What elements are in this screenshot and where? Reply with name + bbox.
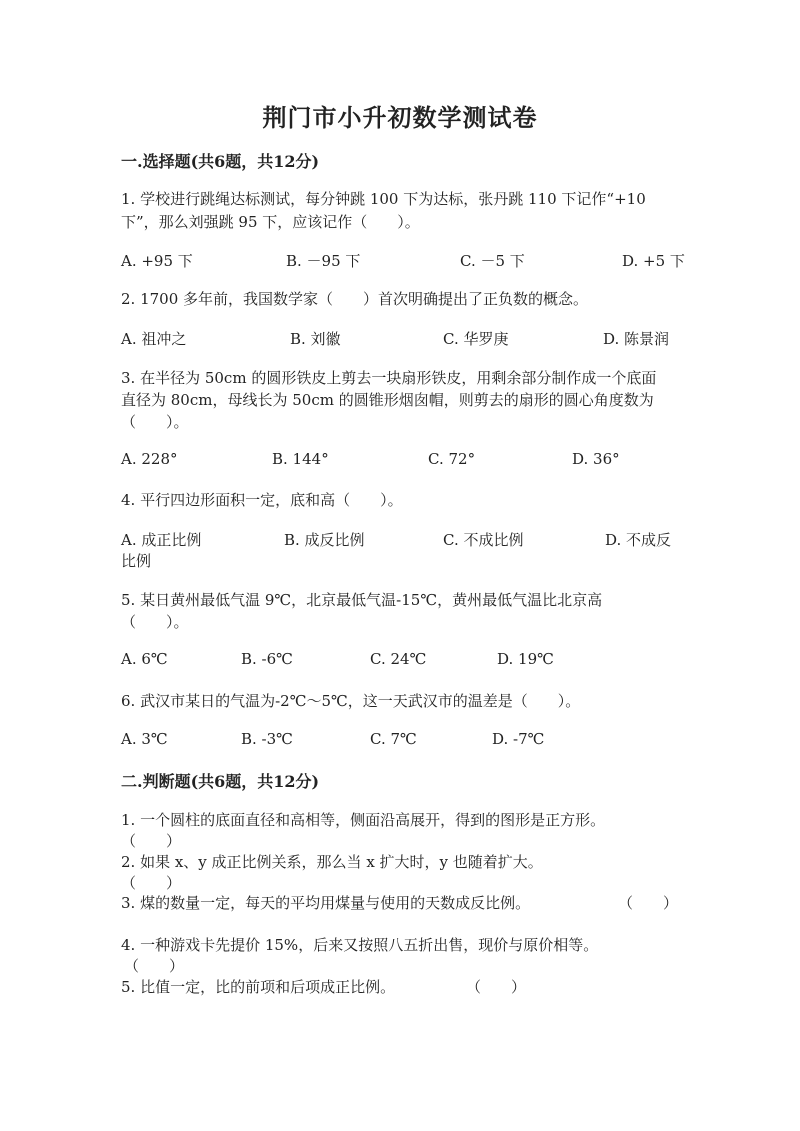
section-heading-choice: 一.选择题(共6题，共12分) [121,152,320,171]
judge-1-bracket: （ ） [121,832,182,850]
q5-option-a: A. 6℃ [121,650,168,668]
q4-option-c: C. 不成比例 [443,531,524,549]
q5-option-b: B. -6℃ [241,650,293,668]
q6-option-c: C. 7℃ [370,730,417,748]
question-4-line1: 4. 平行四边形面积一定，底和高（ ）。 [121,491,403,509]
q6-option-a: A. 3℃ [121,730,168,748]
question-3-line3: （ ）。 [121,413,189,431]
q2-option-c: C. 华罗庚 [443,330,509,348]
judge-4-bracket: （ ） [124,957,185,975]
judge-1-line1: 1. 一个圆柱的底面直径和高相等，侧面沿高展开，得到的图形是正方形。 [121,811,606,829]
question-2-line1: 2. 1700 多年前，我国数学家（ ）首次明确提出了正负数的概念。 [121,290,589,308]
question-6-line1: 6. 武汉市某日的气温为-2℃～5℃，这一天武汉市的温差是（ ）。 [121,692,581,710]
q3-option-d: D. 36° [572,450,620,468]
q2-option-b: B. 刘徽 [290,330,341,348]
q3-option-a: A. 228° [121,450,178,468]
judge-2-line1: 2. 如果 x、y 成正比例关系，那么当 x 扩大时，y 也随着扩大。 [121,853,543,871]
q5-option-c: C. 24℃ [370,650,427,668]
judge-3-line1: 3. 煤的数量一定，每天的平均用煤量与使用的天数成反比例。 [121,894,531,912]
q4-option-d-wrap: 比例 [121,552,152,570]
q1-option-b: B. －95 下 [286,252,361,270]
q1-option-d: D. +5 下 [622,252,685,270]
q4-option-b: B. 成反比例 [284,531,365,549]
q6-option-b: B. -3℃ [241,730,293,748]
q4-option-d: D. 不成反 [605,531,672,549]
question-3-line2: 直径为 80cm，母线长为 50cm 的圆锥形烟囱帽，则剪去的扇形的圆心角度数为 [121,391,654,409]
question-1-line2: 下”，那么刘强跳 95 下，应该记作（ ）。 [121,213,420,231]
page-title: 荆门市小升初数学测试卷 [262,103,538,132]
question-5-line2: （ ）。 [121,613,189,631]
q2-option-a: A. 祖冲之 [121,330,187,348]
question-3-line1: 3. 在半径为 50cm 的圆形铁皮上剪去一块扇形铁皮，用剩余部分制作成一个底面 [121,369,657,387]
q3-option-c: C. 72° [428,450,476,468]
q4-option-a: A. 成正比例 [121,531,202,549]
q1-option-c: C. －5 下 [460,252,525,270]
q5-option-d: D. 19℃ [497,650,554,668]
q2-option-d: D. 陈景润 [603,330,670,348]
judge-3-bracket: （ ） [618,894,679,912]
judge-5-line1: 5. 比值一定，比的前项和后项成正比例。 [121,978,396,996]
judge-2-bracket: （ ） [121,874,182,892]
judge-4-line1: 4. 一种游戏卡先提价 15%，后来又按照八五折出售，现价与原价相等。 [121,936,599,954]
q6-option-d: D. -7℃ [492,730,545,748]
judge-5-bracket: （ ） [466,978,527,996]
question-1-line1: 1. 学校进行跳绳达标测试，每分钟跳 100 下为达标，张丹跳 110 下记作“+10 [121,190,646,208]
section-heading-judge: 二.判断题(共6题，共12分) [121,772,320,791]
question-5-line1: 5. 某日黄州最低气温 9℃，北京最低气温-15℃，黄州最低气温比北京高 [121,591,603,609]
q1-option-a: A. +95 下 [121,252,193,270]
q3-option-b: B. 144° [272,450,329,468]
